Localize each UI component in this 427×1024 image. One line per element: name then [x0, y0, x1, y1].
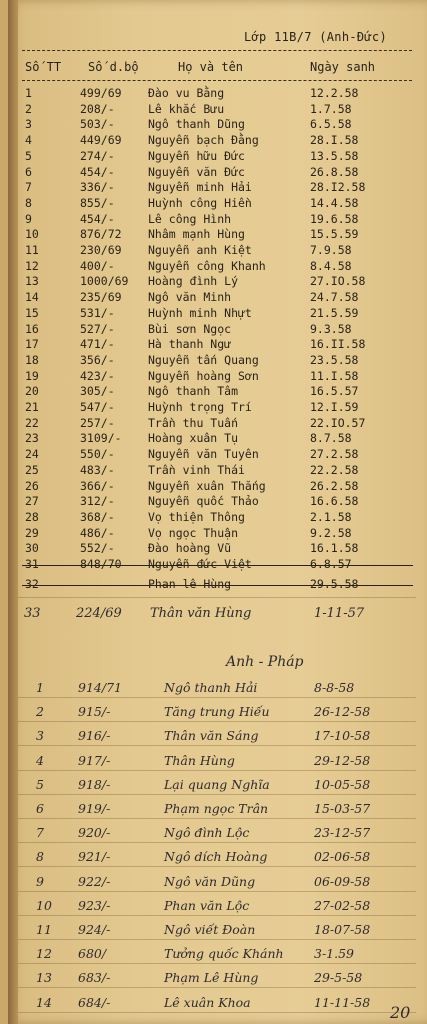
row-stt: 8 [36, 849, 44, 865]
row-sodb: 208/- [80, 101, 115, 116]
row-sodb: 423/- [80, 368, 115, 383]
row-date: 16.6.58 [310, 494, 359, 509]
table-row [0, 243, 427, 259]
row-date: 26.2.58 [310, 478, 359, 493]
row33-name: Thân văn Hùng [150, 606, 252, 621]
row-sodb: 547/- [80, 400, 115, 414]
row-sodb: 305/- [80, 384, 115, 399]
list-item [0, 849, 427, 869]
row-date: 15-03-57 [314, 801, 371, 816]
list-item [0, 922, 427, 942]
page-number: 20 [390, 1003, 411, 1022]
row-stt: 11 [36, 922, 52, 937]
row-stt: 16 [25, 321, 39, 336]
row-stt: 22 [25, 415, 39, 430]
row-date: 14.4.58 [310, 195, 359, 210]
row-stt: 7 [25, 180, 32, 195]
row-name: Vọ ngọc Thuận [148, 525, 239, 540]
row-date: 27.2.58 [310, 447, 359, 462]
table-row [0, 463, 427, 479]
header-rule-top [22, 50, 412, 51]
row33-date: 1-11-57 [314, 606, 365, 621]
table-row [0, 557, 427, 573]
row-sodb: 312/- [80, 494, 115, 509]
row-sodb: 923/- [78, 897, 111, 913]
table-row [0, 447, 427, 463]
row-sodb: 922/- [78, 873, 111, 889]
row-stt: 25 [25, 462, 39, 477]
row-name: Trần vinh Thái [148, 462, 245, 477]
col-header-date: Ngày sanh [310, 60, 376, 74]
row-date: 19.6.58 [310, 211, 359, 226]
row-stt: 4 [36, 752, 44, 768]
row-sodb: 454/- [80, 164, 115, 179]
row-sodb: 527/- [80, 321, 115, 336]
row-name: Nhâm mạnh Hùng [148, 227, 245, 242]
row-stt: 7 [36, 825, 44, 841]
row-stt: 28 [25, 509, 39, 524]
row-name: Ngô thanh Hải [164, 680, 258, 695]
table-row [0, 353, 427, 369]
list-item [0, 874, 427, 894]
row-name: Nguyễn đức Việt [148, 557, 252, 571]
row-sodb: 915/- [78, 704, 111, 720]
row-name: Tưởng quốc Khánh [164, 946, 284, 962]
row-sodb: 486/- [80, 525, 115, 540]
col-header-name: Họ và tên [178, 60, 244, 74]
table-row [0, 577, 427, 593]
row-date: 3-1.59 [314, 946, 355, 962]
row-date: 16.5.57 [310, 384, 359, 399]
row-date: 28.I2.58 [310, 180, 366, 195]
table-row [0, 541, 427, 557]
row-name: Nguyễn hữu Đức [148, 148, 245, 163]
row-name: Ngô thanh Dũng [148, 117, 245, 132]
row-name: Lê khắc Bưu [148, 101, 225, 116]
row-sodb: 366/- [80, 478, 115, 493]
section-title-anh-phap: Anh - Pháp [226, 654, 304, 670]
row-sodb: 552/- [80, 541, 115, 556]
row-stt: 30 [25, 541, 39, 556]
row-name: Nguyễn văn Đức [148, 164, 245, 179]
table-row [0, 196, 427, 212]
row-stt: 6 [36, 801, 44, 816]
row-name: Ngô văn Dũng [164, 873, 256, 889]
row-stt: 12 [36, 946, 52, 962]
row-date: 7.9.58 [310, 243, 352, 257]
row-stt: 5 [36, 776, 44, 792]
row-name: Nguyễn hoàng Sơn [148, 368, 259, 383]
row-sodb: 921/- [78, 849, 111, 865]
row-date: 27.IO.58 [310, 274, 366, 289]
row-date: 12.I.59 [310, 400, 359, 414]
row-sodb: 449/69 [80, 133, 122, 148]
row-sodb: 3109/- [80, 431, 122, 446]
row-date: 6.8.57 [310, 557, 352, 571]
row-stt: 3 [36, 728, 44, 744]
row-sodb: 924/- [78, 922, 111, 937]
row-sodb: 855/- [80, 195, 115, 210]
row-stt: 31 [25, 557, 39, 571]
row-name: Lê công Hình [148, 211, 232, 226]
table-row [0, 290, 427, 306]
row-stt: 9 [25, 211, 32, 226]
row-name: Nguyễn văn Tuyên [148, 447, 259, 462]
row-date: 02-06-58 [314, 849, 371, 865]
row-name: Ngô viết Đoàn [164, 922, 256, 937]
row-stt: 13 [25, 274, 39, 289]
row-date: 1.7.58 [310, 101, 352, 116]
row-name: Tăng trung Hiếu [164, 704, 270, 720]
row-sodb: 550/- [80, 447, 115, 462]
row-name: Trần thu Tuấn [148, 415, 239, 430]
row-date: 2.1.58 [310, 509, 352, 524]
row-name: Huỳnh công Hiền [148, 195, 252, 210]
row-date: 29-5-58 [314, 970, 363, 986]
list-item [0, 946, 427, 966]
row-sodb: 531/- [80, 305, 115, 320]
row-sodb: 356/- [80, 352, 115, 367]
row-name: Hoàng đình Lý [148, 274, 239, 289]
table-row [0, 102, 427, 118]
table-row [0, 384, 427, 400]
row-date: 6.5.58 [310, 117, 352, 132]
row-name: Phan văn Lộc [164, 897, 250, 913]
row-date: 21.5.59 [310, 305, 359, 320]
row-date: 29-12-58 [314, 752, 371, 768]
row-date: 11-11-58 [314, 994, 371, 1010]
table-row [0, 180, 427, 196]
row-name: Đào vu Bằng [148, 86, 225, 100]
row-name: Ngô đình Lộc [164, 825, 250, 841]
row-name: Nguyễn anh Kiệt [148, 243, 252, 257]
row-date: 26-12-58 [314, 704, 371, 720]
row-sodb: 876/72 [80, 227, 122, 242]
row-name: Nguyễn bạch Đằng [148, 133, 259, 148]
row-sodb: 920/- [78, 825, 111, 841]
row-stt: 8 [25, 195, 32, 210]
row-name: Thân Hùng [164, 752, 235, 768]
row-date: 18-07-58 [314, 922, 371, 937]
row-date: 16.II.58 [310, 337, 366, 352]
row-stt: 4 [25, 133, 32, 148]
row-name: Ngô dích Hoàng [164, 849, 268, 865]
list-item [0, 680, 427, 700]
row-stt: 19 [25, 368, 39, 383]
row-name: Huỳnh trọng Trí [148, 400, 252, 414]
row-sodb: 336/- [80, 180, 115, 195]
row-name: Huỳnh minh Nhựt [148, 305, 252, 320]
table-row [0, 369, 427, 385]
row-date: 13.5.58 [310, 148, 359, 163]
table-row [0, 306, 427, 322]
row-date: 9.2.58 [310, 525, 352, 540]
row-stt: 5 [25, 148, 32, 163]
row-stt: 2 [25, 101, 32, 116]
row-stt: 29 [25, 525, 39, 540]
row-sodb: 916/- [78, 728, 111, 744]
row-name: Bùi sơn Ngọc [148, 321, 232, 336]
row-name: Nguyễn tấn Quang [148, 352, 259, 367]
table-row [0, 400, 427, 416]
row-date: 8.7.58 [310, 431, 352, 446]
list-item [0, 970, 427, 990]
row-date: 23-12-57 [314, 825, 371, 841]
row-name: Lê xuân Khoa [164, 994, 251, 1010]
row-date: 06-09-58 [314, 873, 371, 889]
table-row [0, 510, 427, 526]
row33-stt: 33 [24, 606, 41, 621]
row-stt: 26 [25, 478, 39, 493]
row-sodb: 848/70 [80, 557, 122, 571]
row-sodb: 499/69 [80, 86, 122, 100]
row-date: 17-10-58 [314, 728, 371, 744]
table-row [0, 165, 427, 181]
row-sodb: 483/- [80, 462, 115, 477]
row-sodb: 230/69 [80, 243, 122, 257]
table-row [0, 526, 427, 542]
row-sodb: 503/- [80, 117, 115, 132]
row-sodb: 274/- [80, 148, 115, 163]
row-sodb: 914/71 [78, 680, 122, 695]
table-row [0, 117, 427, 133]
row-name: Vọ thiện Thông [148, 509, 245, 524]
row-name: Nguyễn quốc Thảo [148, 494, 259, 509]
table-row [0, 149, 427, 165]
row-name: Phạm Lê Hùng [164, 970, 259, 986]
row-sodb: 680/ [78, 946, 107, 962]
row-name: Nguyễn minh Hải [148, 180, 252, 195]
col-header-stt: Số TT [25, 60, 62, 74]
table-row [0, 322, 427, 338]
table-row [0, 212, 427, 228]
row-date: 29.5.58 [310, 576, 359, 591]
col-header-sodb: Số d.bộ [88, 60, 139, 74]
class-title: Lớp 11B/7 (Anh-Đức) [244, 30, 387, 44]
row-sodb: 368/- [80, 509, 115, 524]
list-item [0, 753, 427, 773]
row-sodb: 257/- [80, 415, 115, 430]
row-sodb: 684/- [78, 994, 111, 1010]
row-stt: 21 [25, 400, 39, 414]
row-stt: 6 [25, 164, 32, 179]
row-date: 28.I.58 [310, 133, 359, 148]
row-date: 15.5.59 [310, 227, 359, 242]
table-row [0, 133, 427, 149]
header-rule-bottom [22, 80, 412, 81]
row-sodb: 918/- [78, 776, 111, 792]
row-date: 9.3.58 [310, 321, 352, 336]
table-row [0, 227, 427, 243]
row-stt: 24 [25, 447, 39, 462]
row-stt: 18 [25, 352, 39, 367]
list-item-33 [0, 606, 427, 626]
row-stt: 14 [36, 994, 52, 1010]
row-name: Đào hoàng Vũ [148, 541, 232, 556]
row-stt: 12 [25, 258, 39, 273]
row-date: 22.IO.57 [310, 415, 366, 430]
row-name: Hoàng xuân Tụ [148, 431, 239, 446]
row-date: 23.5.58 [310, 352, 359, 367]
row-stt: 20 [25, 384, 39, 399]
row-date: 11.I.58 [310, 368, 359, 383]
list-item [0, 801, 427, 821]
table-row [0, 494, 427, 510]
row-name: Nguyễn công Khanh [148, 258, 266, 273]
list-item [0, 704, 427, 724]
row-stt: 10 [25, 227, 39, 242]
row-date: 26.8.58 [310, 164, 359, 179]
row-date: 24.7.58 [310, 290, 359, 305]
row-sodb: 454/- [80, 211, 115, 226]
table-row [0, 416, 427, 432]
list-item [0, 995, 427, 1015]
row-sodb: 683/- [78, 970, 111, 986]
row-stt: 27 [25, 494, 39, 509]
row-date: 8-8-58 [314, 680, 355, 695]
row33-sodb: 224/69 [76, 606, 122, 621]
row-stt: 9 [36, 873, 44, 889]
row-name: Lại quang Nghĩa [164, 776, 270, 792]
table-row [0, 274, 427, 290]
row-stt: 17 [25, 337, 39, 352]
list-item [0, 825, 427, 845]
row-name: Phạm ngọc Trân [164, 801, 269, 816]
ruled-line [18, 597, 416, 598]
row-date: 16.1.58 [310, 541, 359, 556]
row-sodb: 471/- [80, 337, 115, 352]
row-stt: 13 [36, 970, 52, 986]
row-stt: 11 [25, 243, 39, 257]
row-date: 8.4.58 [310, 258, 352, 273]
list-item [0, 898, 427, 918]
row-sodb: 1000/69 [80, 274, 129, 289]
row-stt: 1 [25, 86, 32, 100]
row-name: Ngô thanh Tâm [148, 384, 239, 399]
table-row [0, 479, 427, 495]
table-row [0, 86, 427, 102]
row-name: Nguyễn xuân Thắng [148, 478, 266, 493]
row-name: Phan lê Hùng [148, 576, 232, 591]
row-stt: 23 [25, 431, 39, 446]
row-stt: 15 [25, 305, 39, 320]
table-row [0, 337, 427, 353]
row-date: 22.2.58 [310, 462, 359, 477]
row-date: 12.2.58 [310, 86, 359, 100]
row-date: 27-02-58 [314, 897, 371, 913]
row-stt: 32 [25, 576, 39, 591]
row-stt: 2 [36, 704, 44, 720]
row-sodb: 400/- [80, 258, 115, 273]
row-name: Hà thanh Ngư [148, 337, 232, 352]
row-name: Thân văn Sáng [164, 728, 259, 744]
row-stt: 3 [25, 117, 32, 132]
row-stt: 1 [36, 680, 44, 695]
list-item [0, 728, 427, 748]
row-sodb: 919/- [78, 801, 111, 816]
row-date: 10-05-58 [314, 776, 371, 792]
row-sodb: 235/69 [80, 290, 122, 305]
row-name: Ngô văn Minh [148, 290, 232, 305]
row-sodb: 917/- [78, 752, 111, 768]
row-stt: 10 [36, 897, 52, 913]
list-item [0, 777, 427, 797]
table-row [0, 259, 427, 275]
row-stt: 14 [25, 290, 39, 305]
table-row [0, 431, 427, 447]
